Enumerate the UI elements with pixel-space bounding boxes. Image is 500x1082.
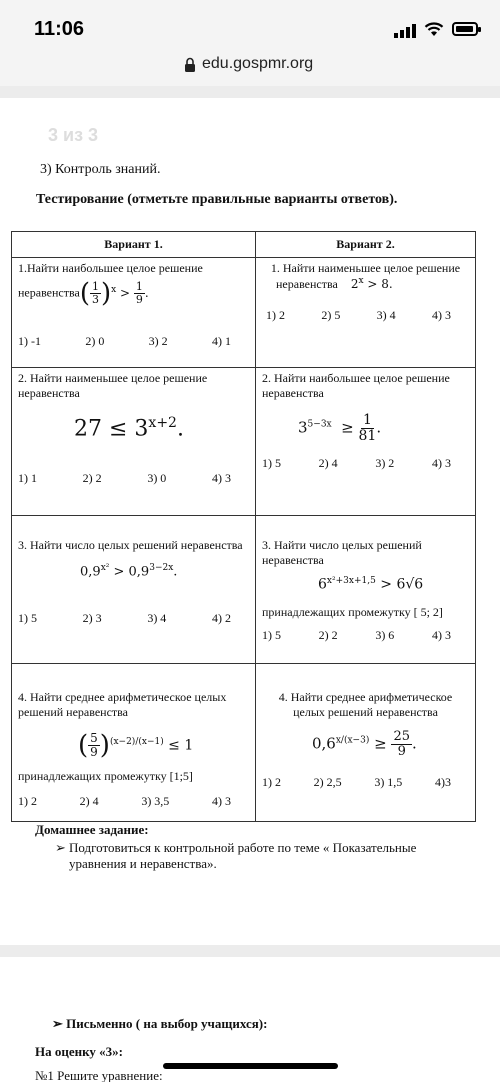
answer-option[interactable]: 4) 3 bbox=[211, 471, 231, 486]
cellular-signal-icon bbox=[394, 24, 416, 38]
v1-q2-options bbox=[18, 471, 249, 486]
v2-q3-formula: $6^{x^2+3x+1,5} > 6√6$ bbox=[318, 576, 424, 593]
answer-option[interactable]: 2) 2,5 bbox=[313, 775, 342, 789]
answer-option[interactable]: 1) 5 bbox=[262, 627, 281, 642]
answer-option[interactable]: 2) 3 bbox=[82, 611, 102, 626]
homework-title: Домашнее задание: bbox=[35, 822, 149, 837]
variant-2-header: Вариант 2. bbox=[256, 232, 476, 258]
answer-option[interactable]: 2) 4 bbox=[318, 456, 338, 470]
answer-option[interactable]: 4) 2 bbox=[211, 611, 231, 626]
v1-q1-formula: ( $\frac{1}{3}$ )$^x$ > $\frac{1}{9}$ . bbox=[79, 278, 149, 308]
answer-option[interactable]: 1) 2 bbox=[18, 794, 37, 808]
bullet-arrow-icon: ➢ bbox=[52, 1016, 67, 1031]
homework-section bbox=[35, 822, 449, 872]
v2-q4-options bbox=[262, 775, 469, 790]
answer-option[interactable]: 2) 5 bbox=[321, 308, 341, 322]
v1-question-4: 4. Найти среднее арифметическое целых решений неравенства ( $\frac{5}{9}$ )$^{(x-2)/(x-1)}$ ≤ 1 принадлежащих промежутку [1;5] 1) 2 2) 4 3) 3,5 4) 3 bbox=[12, 664, 256, 822]
answer-option[interactable]: 3) 1,5 bbox=[374, 775, 403, 789]
answer-option[interactable]: 4) 3 bbox=[431, 627, 451, 642]
answer-option[interactable]: 1) 2 bbox=[262, 775, 281, 789]
status-bar bbox=[0, 0, 500, 48]
wifi-icon bbox=[424, 21, 444, 37]
v1-question-1: 1.Найти наибольшее целое решение неравенства( $\frac{1}{3}$ )$^x$ > $\frac{1}{9}$ . 1) -1 2) 0 3) 2 4) 1 bbox=[12, 258, 256, 368]
home-indicator[interactable] bbox=[163, 1063, 338, 1069]
v2-q2-formula: $3^{5-3x}$ ≥ $\frac{1}{81}$ . bbox=[298, 412, 382, 444]
v2-q3-options bbox=[262, 628, 469, 643]
task-1-text: №1 Решите уравнение: bbox=[35, 1068, 163, 1082]
v2-question-4: 4. Найти среднее арифметическое целых решений неравенства $0,6^{x/(x-3)}$ ≥ $\frac{25}{9}$ . 1) 2 2) 2,5 3) 1,5 4)3 bbox=[256, 664, 476, 822]
answer-option[interactable]: 4) 3 bbox=[211, 794, 231, 808]
test-title: Тестирование (отметьте правильные варианты ответов). bbox=[36, 192, 398, 207]
answer-option[interactable]: 1) 5 bbox=[262, 456, 281, 470]
answer-option[interactable]: 3) 4 bbox=[147, 611, 167, 626]
v2-question-2: 2. Найти наибольшее целое решение неравенства $3^{5-3x}$ ≥ $\frac{1}{81}$ . 1) 5 2) 4 3) 2 4) 3 bbox=[256, 368, 476, 516]
test-table bbox=[11, 231, 476, 822]
url-text[interactable]: edu.gospmr.org bbox=[202, 55, 314, 72]
answer-option[interactable]: 2) 4 bbox=[79, 794, 99, 808]
address-bar[interactable] bbox=[0, 48, 500, 86]
battery-level bbox=[456, 26, 473, 32]
section-heading: 3) Контроль знаний. bbox=[40, 162, 161, 177]
v1-q3-options bbox=[18, 611, 249, 626]
answer-option[interactable]: 1) -1 bbox=[18, 334, 41, 348]
page-separator bbox=[0, 945, 500, 957]
answer-option[interactable]: 4) 3 bbox=[431, 308, 451, 322]
written-heading: ➢ Письменно ( на выбор учащихся): bbox=[52, 1016, 268, 1031]
v1-q4-options bbox=[18, 794, 249, 809]
answer-option[interactable]: 3) 3,5 bbox=[141, 794, 170, 808]
grade-3-heading: На оценку «3»: bbox=[35, 1044, 123, 1059]
answer-option[interactable]: 1) 2 bbox=[266, 308, 285, 322]
answer-option[interactable]: 1) 1 bbox=[18, 471, 37, 486]
answer-option[interactable]: 2) 0 bbox=[85, 334, 105, 348]
v1-q1-options bbox=[18, 334, 249, 349]
clock: 11:06 bbox=[34, 18, 85, 40]
answer-option[interactable]: 2) 2 bbox=[82, 471, 102, 486]
lock-icon bbox=[184, 57, 196, 73]
v1-q3-formula: $0,9^{x^2} > 0,9^{3-2x}$. bbox=[80, 563, 178, 580]
answer-option[interactable]: 4) 1 bbox=[211, 334, 231, 348]
homework-item: ➢ Подготовиться к контрольной работе по теме « Показательные уравнения и неравенства». bbox=[55, 840, 417, 871]
answer-option[interactable]: 3) 0 bbox=[147, 471, 167, 486]
answer-option[interactable]: 3) 4 bbox=[376, 308, 396, 322]
bullet-arrow-icon: ➢ bbox=[55, 840, 66, 855]
page-separator bbox=[0, 86, 500, 98]
v1-q4-formula: ( $\frac{5}{9}$ )$^{(x-2)/(x-1)}$ ≤ 1 bbox=[78, 730, 194, 761]
answer-option[interactable]: 4)3 bbox=[434, 775, 451, 789]
v1-q2-formula: $27 \le 3^{x+2}$. bbox=[74, 415, 184, 442]
v1-question-3: 3. Найти число целых решений неравенства $0,9^{x^2} > 0,9^{3-2x}$. 1) 5 2) 3 3) 4 4) 2 bbox=[12, 516, 256, 664]
answer-option[interactable]: 1) 5 bbox=[18, 611, 37, 626]
answer-option[interactable]: 3) 6 bbox=[375, 627, 395, 642]
variant-1-header: Вариант 1. bbox=[12, 232, 256, 258]
v1-question-2: 2. Найти наименьшее целое решение неравенства $27 \le 3^{x+2}$. 1) 1 2) 2 3) 0 4) 3 bbox=[12, 368, 256, 516]
v2-q1-formula: $2^x > 8$. bbox=[350, 276, 393, 291]
v2-q4-formula: $0,6^{x/(x-3)}$ ≥ $\frac{25}{9}$ . bbox=[312, 729, 417, 759]
page-counter: 3 из 3 bbox=[48, 125, 99, 145]
v2-question-1: 1. Найти наименьшее целое решение неравенства $2^x > 8$. 1) 2 2) 5 3) 4 4) 3 bbox=[256, 258, 476, 368]
v2-q2-options bbox=[262, 456, 469, 471]
answer-option[interactable]: 2) 2 bbox=[318, 627, 338, 642]
answer-option[interactable]: 3) 2 bbox=[375, 456, 395, 470]
battery-icon bbox=[452, 22, 478, 36]
answer-option[interactable]: 4) 3 bbox=[431, 456, 451, 470]
answer-option[interactable]: 3) 2 bbox=[148, 334, 168, 348]
v2-q1-options bbox=[262, 308, 469, 323]
v2-question-3: 3. Найти число целых решений неравенства $6^{x^2+3x+1,5} > 6√6$ принадлежащих промежутку [ 5; 2] 1) 5 2) 2 3) 6 4) 3 bbox=[256, 516, 476, 664]
